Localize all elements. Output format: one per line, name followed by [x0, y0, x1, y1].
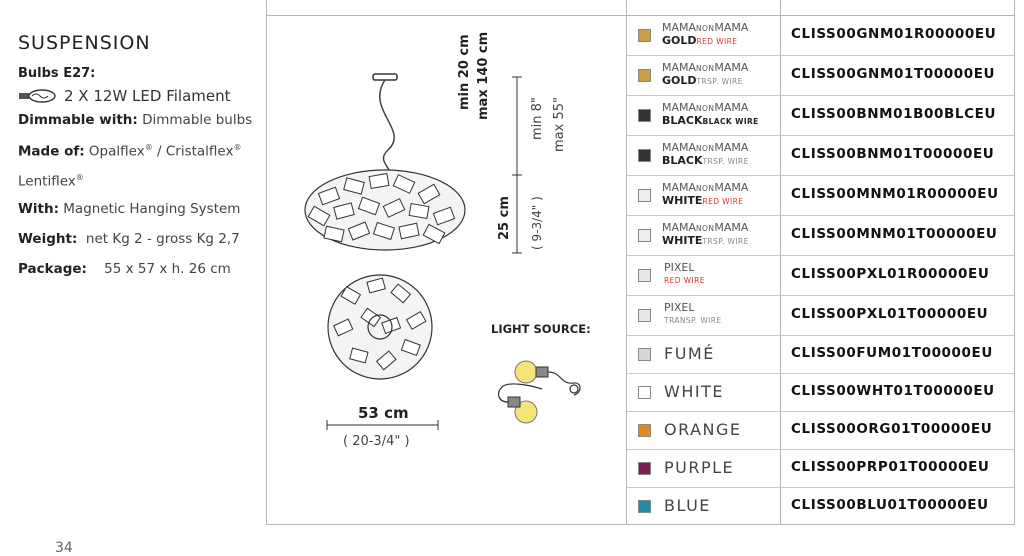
- finish-name: WHITE: [662, 194, 703, 207]
- product-code: CLISS00ORG01T00000EU: [791, 421, 993, 437]
- wire-label: RED WIRE: [702, 197, 744, 206]
- product-type-title: SUSPENSION: [18, 32, 151, 54]
- width-in-label: ( 20-3/4" ): [343, 434, 410, 449]
- package-value: 55 x 57 x h. 26 cm: [104, 261, 231, 277]
- finish-name-mid: NON: [696, 184, 715, 193]
- finish-label: [662, 182, 748, 208]
- reg-mark: ®: [233, 143, 242, 152]
- variant-row: [626, 96, 1014, 136]
- package-label: Package:: [18, 261, 87, 277]
- product-code: CLISS00GNM01R00000EU: [791, 26, 997, 42]
- finish-name: BLACK: [662, 114, 703, 127]
- finish-label: [662, 142, 749, 168]
- page-number: 34: [55, 540, 73, 556]
- color-swatch: [638, 309, 651, 322]
- finish-name-end: MAMA: [714, 181, 749, 194]
- wire-label: RED WIRE: [696, 37, 738, 46]
- product-code: CLISS00WHT01T00000EU: [791, 383, 995, 399]
- finish-name-end: MAMA: [714, 61, 749, 74]
- variant-row: [626, 176, 1014, 216]
- dimmable-line: [18, 109, 268, 131]
- product-code: CLISS00MNM01R00000EU: [791, 186, 999, 202]
- bulb-text: 2 X 12W LED Filament: [64, 87, 231, 105]
- weight-line: [18, 228, 268, 250]
- finish-name-top: MAMA: [662, 21, 697, 34]
- finish-name-mid: NON: [696, 64, 715, 73]
- finish-name-top: PIXEL: [664, 261, 695, 274]
- width-cm-label: 53 cm: [358, 404, 409, 422]
- finish-name-top: MAMA: [662, 141, 697, 154]
- finish-label: [662, 22, 748, 48]
- frame-right-line: [1014, 0, 1015, 525]
- finish-label: [662, 302, 722, 327]
- variant-row: [626, 16, 1014, 56]
- finish-label: [662, 102, 759, 128]
- finish-label: PURPLE: [664, 458, 735, 477]
- dimmable-value: Dimmable bulbs: [142, 112, 253, 128]
- with-line: [18, 198, 268, 220]
- product-code: CLISS00MNM01T00000EU: [791, 226, 998, 242]
- wire-label: RED WIRE: [664, 276, 705, 285]
- variant-row: [626, 450, 1014, 488]
- made-of-label: Made of:: [18, 143, 85, 160]
- finish-name-end: MAMA: [714, 141, 749, 154]
- wire-label: TRANSP. WIRE: [664, 316, 722, 325]
- reg-mark: ®: [75, 172, 84, 182]
- product-code: CLISS00PRP01T00000EU: [791, 459, 990, 475]
- weight-value: net Kg 2 - gross Kg 2,7: [85, 231, 240, 247]
- max-height-in-label: max 55": [552, 97, 567, 152]
- wire-label: TRSP. WIRE: [702, 237, 749, 246]
- finish-label: ORANGE: [664, 420, 742, 439]
- lamp-top-view: [323, 270, 438, 385]
- light-source-icon: [490, 355, 585, 430]
- finish-name: GOLD: [662, 34, 697, 47]
- wire-label: BLACK WIRE: [702, 117, 759, 126]
- max-height-cm-label: max 140 cm: [476, 31, 491, 120]
- product-code: CLISS00BLU01T00000EU: [791, 497, 989, 513]
- wire-label: TRSP. WIRE: [696, 77, 743, 86]
- min-height-in-label: min 8": [530, 97, 545, 140]
- finish-label: [662, 222, 749, 248]
- finish-name-top: MAMA: [662, 221, 697, 234]
- package-line: [18, 258, 268, 280]
- finish-name-mid: NON: [696, 144, 715, 153]
- bulb-row: [18, 87, 268, 105]
- finish-name-mid: NON: [696, 224, 715, 233]
- product-code: CLISS00GNM01T00000EU: [791, 66, 996, 82]
- dimmable-label: Dimmable with:: [18, 112, 138, 128]
- color-swatch: [638, 69, 651, 82]
- finish-name-end: MAMA: [714, 21, 749, 34]
- finish-name: GOLD: [662, 74, 697, 87]
- lamp-illustration: [290, 70, 480, 260]
- variant-row: [626, 488, 1014, 526]
- finish-label: [662, 262, 705, 287]
- color-swatch: [638, 189, 651, 202]
- product-code: CLISS00PXL01R00000EU: [791, 266, 990, 282]
- product-code: CLISS00BNM01B00BLCEU: [791, 106, 997, 122]
- finish-name-mid: NON: [696, 24, 715, 33]
- made-of-line-2: [18, 167, 268, 193]
- color-swatch: [638, 348, 651, 361]
- product-code: CLISS00FUM01T00000EU: [791, 345, 993, 361]
- finish-name: WHITE: [662, 234, 703, 247]
- finish-name-mid: NON: [696, 104, 715, 113]
- made-of-value-1: Opalflex: [88, 143, 145, 160]
- finish-name-end: MAMA: [714, 101, 749, 114]
- finish-label: [662, 62, 748, 88]
- finish-name-top: MAMA: [662, 181, 697, 194]
- bulbs-label: Bulbs E27:: [18, 66, 96, 81]
- color-swatch: [638, 424, 651, 437]
- light-source-label: LIGHT SOURCE:: [491, 322, 591, 336]
- product-code: CLISS00PXL01T00000EU: [791, 306, 989, 322]
- color-swatch: [638, 29, 651, 42]
- min-height-cm-label: min 20 cm: [457, 34, 472, 110]
- with-label: With:: [18, 201, 59, 217]
- product-code: CLISS00BNM01T00000EU: [791, 146, 995, 162]
- finish-label: BLUE: [664, 496, 711, 515]
- variant-row: [626, 56, 1014, 96]
- variant-row: [626, 136, 1014, 176]
- variant-row: [626, 336, 1014, 374]
- finish-name: BLACK: [662, 154, 703, 167]
- height-dimension-line: [510, 75, 524, 255]
- finish-name-top: MAMA: [662, 101, 697, 114]
- variant-row: [626, 256, 1014, 296]
- body-height-cm-label: 25 cm: [497, 196, 512, 240]
- color-swatch: [638, 462, 651, 475]
- variant-row: [626, 374, 1014, 412]
- spec-panel: [18, 30, 268, 280]
- finish-label: FUMÉ: [664, 344, 715, 363]
- finish-name-top: PIXEL: [664, 301, 695, 314]
- body-height-in-label: ( 9-3/4" ): [530, 196, 544, 250]
- made-of-line: [18, 137, 268, 163]
- color-swatch: [638, 109, 651, 122]
- made-of-value-2: / Cristalflex: [157, 143, 234, 160]
- variant-row: [626, 296, 1014, 336]
- led-bulb-icon: [18, 89, 58, 103]
- finish-name-top: MAMA: [662, 61, 697, 74]
- finish-label: WHITE: [664, 382, 724, 401]
- reg-mark: ®: [144, 143, 153, 152]
- finish-name-end: MAMA: [714, 221, 749, 234]
- wire-label: TRSP. WIRE: [702, 157, 749, 166]
- color-swatch: [638, 229, 651, 242]
- with-value: Magnetic Hanging System: [63, 201, 241, 217]
- variant-row: [626, 412, 1014, 450]
- color-swatch: [638, 149, 651, 162]
- made-of-value-3: Lentiflex: [18, 173, 76, 189]
- weight-label: Weight:: [18, 231, 78, 247]
- color-swatch: [638, 269, 651, 282]
- color-swatch: [638, 386, 651, 399]
- color-swatch: [638, 500, 651, 513]
- variant-row: [626, 216, 1014, 256]
